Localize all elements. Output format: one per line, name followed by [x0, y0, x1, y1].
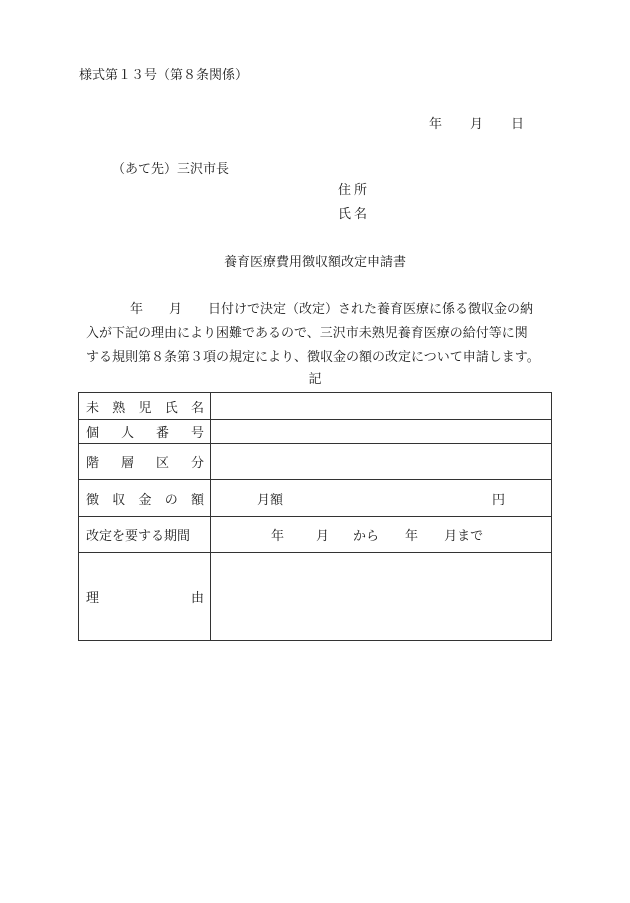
date-day: 日: [511, 117, 525, 132]
body-line-1: 年 月 日付けで決定（改定）された養育医療に係る徴収金の納: [130, 302, 534, 317]
period-from: から: [353, 529, 380, 544]
label-collection-amount: 徴 収 金 の 額: [79, 480, 211, 517]
label-revision-period: 改定を要する期間: [79, 517, 211, 553]
table-row: [79, 517, 552, 553]
date-line: [429, 117, 524, 133]
yen-label: 円: [491, 492, 505, 508]
addressee: （あて先）三沢市長: [112, 162, 230, 177]
application-table: [78, 392, 552, 641]
date-year: 年: [429, 117, 443, 132]
period-year-1: 年: [271, 529, 285, 544]
label-tier-class: 階 層 区 分: [79, 444, 211, 480]
period-year-2: 年: [405, 529, 419, 544]
label-individual-number: 個 人 番 号: [79, 420, 211, 444]
reason-field[interactable]: [211, 553, 552, 641]
address-label: 住所: [338, 183, 371, 198]
date-month: 月: [470, 117, 484, 132]
body-line-2: 入が下記の理由により困難であるので、三沢市未熟児養育医療の給付等に関: [86, 326, 528, 341]
collection-amount-field[interactable]: [211, 480, 552, 517]
ki-heading: 記: [308, 372, 322, 387]
table-row: [79, 393, 552, 420]
table-row: [79, 553, 552, 641]
revision-period-field[interactable]: [211, 517, 552, 553]
label-reason: 理 由: [79, 553, 211, 641]
table-row: [79, 480, 552, 517]
table-row: [79, 444, 552, 480]
name-label: 氏名: [338, 207, 371, 222]
period-month-2: 月まで: [444, 529, 484, 544]
body-line-3: する規則第８条第３項の規定により、徴収金の額の改定について申請します。: [86, 350, 540, 365]
tier-class-field[interactable]: [211, 444, 552, 480]
individual-number-field[interactable]: [211, 420, 552, 444]
body-text: [86, 298, 550, 370]
table-row: [79, 420, 552, 444]
form-number: 様式第１３号（第８条関係）: [79, 68, 249, 83]
document-title: 養育医療費用徴収額改定申請書: [223, 255, 406, 270]
period-month-1: 月: [316, 529, 330, 544]
monthly-label: 月額: [257, 492, 284, 508]
child-name-field[interactable]: [211, 393, 552, 420]
label-child-name: 未 熟 児 氏 名: [79, 393, 211, 420]
